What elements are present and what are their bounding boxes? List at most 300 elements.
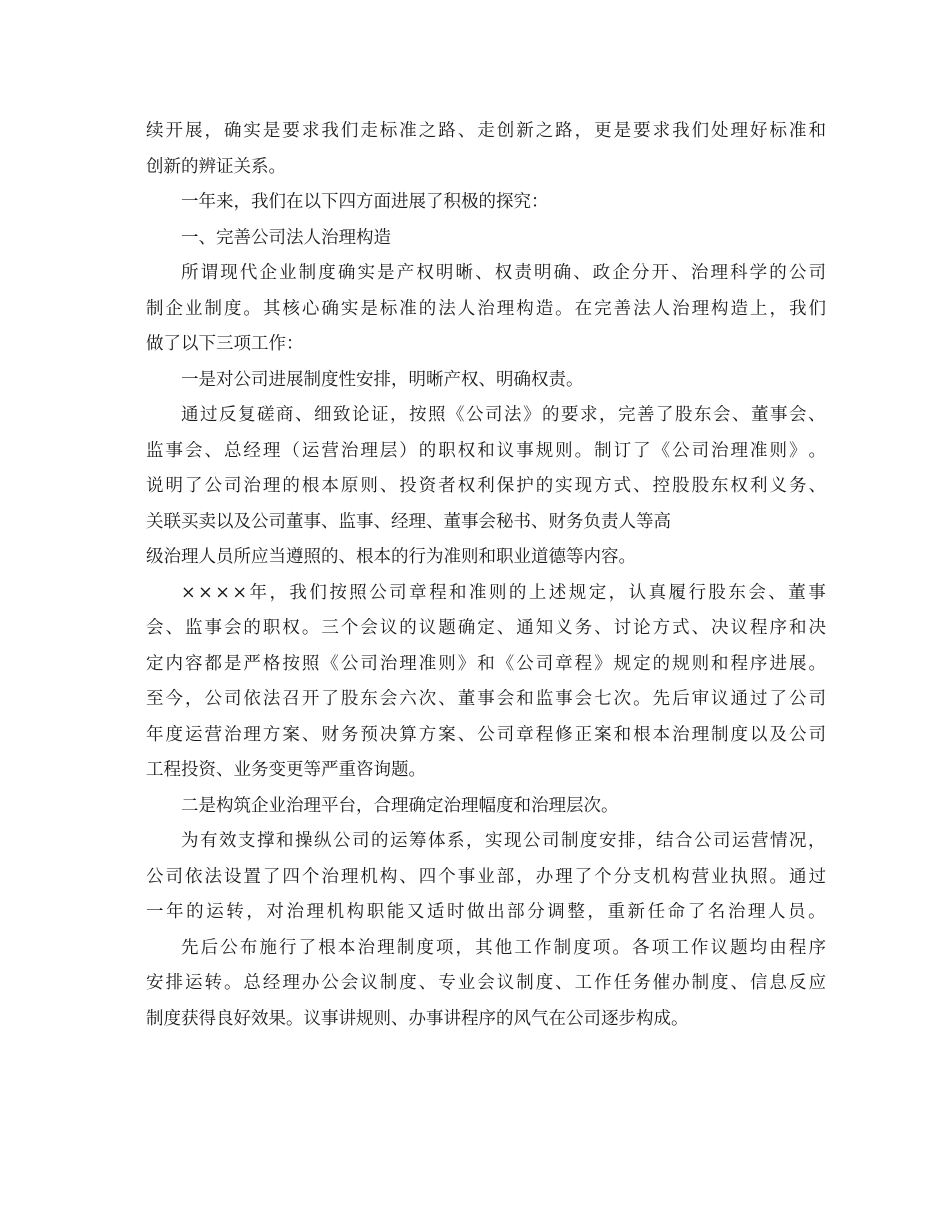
text-char: 、 <box>573 263 591 283</box>
text-char: 现 <box>220 263 238 283</box>
text-char: 程 <box>788 937 807 958</box>
text-char: 度 <box>711 973 729 993</box>
text-line-content: 做了以下三项工作： <box>146 334 304 354</box>
text-char: 司 <box>389 582 407 603</box>
text-char: 善 <box>613 298 632 319</box>
text-char: 权 <box>282 618 300 638</box>
text-char: 上 <box>528 582 547 603</box>
text-char: 实 <box>243 121 261 141</box>
text-char: 之 <box>535 121 554 141</box>
text-char: 了 <box>298 937 317 958</box>
text-line <box>146 327 826 363</box>
text-char: 续 <box>146 121 164 141</box>
text-char: 护 <box>516 476 534 496</box>
text-char: 企 <box>165 298 183 319</box>
text-line <box>146 185 826 221</box>
text-char: 人 <box>652 298 671 319</box>
text-char: 撑 <box>257 831 275 851</box>
text-line <box>146 256 826 292</box>
text-char: 明 <box>165 476 183 496</box>
text-char: 理 <box>399 653 417 674</box>
text-char: 理 <box>555 866 573 887</box>
text-char: 章 <box>516 724 534 745</box>
text-char: 公 <box>516 653 534 674</box>
text-char: 职 <box>262 618 281 638</box>
text-char: 运 <box>206 902 224 922</box>
text-char: 、 <box>730 973 749 993</box>
text-char: 实 <box>555 476 573 496</box>
text-char: 了 <box>574 866 593 887</box>
text-char: 公 <box>788 724 807 745</box>
text-char: 理 <box>691 298 710 319</box>
text-char: 四 <box>282 866 300 887</box>
text-char: ， <box>184 689 203 709</box>
text-char: 按 <box>329 582 347 603</box>
text-char: ， <box>466 831 484 851</box>
text-char: 现 <box>574 476 593 496</box>
text-char: 的 <box>418 298 437 319</box>
text-char: 认 <box>628 582 647 603</box>
text-char: 法 <box>633 298 651 319</box>
text-char: 理 <box>730 121 749 141</box>
text-char: 实 <box>485 831 503 851</box>
text-char: 股 <box>340 689 359 709</box>
text-char: 治 <box>357 937 375 958</box>
text-char: 行 <box>688 582 706 603</box>
text-char: 会 <box>379 689 398 709</box>
text-line-content: 工程投资、业务变更等严重咨询题。 <box>146 760 426 780</box>
text-char: 则 <box>691 653 710 674</box>
text-line <box>146 292 826 328</box>
text-char: ） <box>399 440 417 461</box>
text-char: 治 <box>477 298 495 319</box>
text-char: 利 <box>750 476 768 496</box>
text-char: 说 <box>146 476 164 496</box>
text-char: 专 <box>438 973 456 993</box>
text-char: 事 <box>555 689 573 709</box>
text-char: 构 <box>711 298 729 319</box>
text-char: 东 <box>360 689 378 709</box>
text-char: 、 <box>633 476 651 496</box>
text-char: 公 <box>523 831 541 851</box>
text-char: 构 <box>516 298 534 319</box>
text-char: 作 <box>594 973 612 993</box>
text-char: 的 <box>535 476 554 496</box>
text-char: 。 <box>769 866 787 887</box>
text-char: 过 <box>808 866 826 887</box>
text-char: 以 <box>750 724 768 745</box>
text-char: 会 <box>360 618 378 638</box>
text-char: × <box>198 582 213 603</box>
text-char: 标 <box>379 121 398 141</box>
text-char: 公 <box>146 866 164 887</box>
text-char: 治 <box>286 902 304 922</box>
text-char: 讨 <box>613 618 632 638</box>
text-char: 则 <box>488 582 507 603</box>
text-char: 司 <box>808 263 826 283</box>
text-char: 义 <box>555 618 573 638</box>
text-char: 题 <box>730 937 748 958</box>
text-line <box>146 789 826 825</box>
text-line <box>146 611 826 647</box>
text-line <box>146 363 826 399</box>
text-char: 新 <box>516 121 534 141</box>
text-char: 确 <box>457 618 476 638</box>
text-line-content: 一是对公司进展制度性安排，明晰产权、明确权责。 <box>181 369 584 390</box>
text-char: 。 <box>243 298 261 319</box>
text-char: 事 <box>477 689 495 709</box>
text-char: 准 <box>418 653 437 674</box>
text-line-content: 一年来，我们在以下四方面进展了积极的探究： <box>181 192 549 212</box>
text-char: 总 <box>243 973 261 993</box>
text-char: 理 <box>243 724 261 745</box>
text-char: （ <box>282 440 300 461</box>
text-char: 体 <box>428 831 446 851</box>
text-char: 决 <box>808 618 826 638</box>
text-line-content: 级治理人员所应当遵照的、根本的行为准则和职业道德等内容。 <box>146 547 636 567</box>
text-char: 则 <box>438 653 456 674</box>
text-char: 磋 <box>257 405 275 425</box>
text-char: 法 <box>262 689 281 709</box>
text-char: 息 <box>769 973 787 993</box>
text-char: 权 <box>494 263 513 283</box>
text-char: 照 <box>349 582 367 603</box>
text-char: 程 <box>750 618 768 638</box>
text-char: 现 <box>504 831 522 851</box>
text-char: 都 <box>204 653 222 674</box>
text-char: 。 <box>223 973 242 993</box>
text-char: 新 <box>627 902 645 922</box>
text-char: 资 <box>418 476 437 496</box>
text-char: 制 <box>396 937 415 958</box>
text-char: 司 <box>542 831 560 851</box>
text-char: 、 <box>808 405 826 425</box>
text-char: 东 <box>694 405 712 425</box>
text-line <box>146 398 826 434</box>
text-char: 度 <box>580 831 598 851</box>
text-char: 是 <box>223 653 242 674</box>
text-char: 通 <box>730 689 749 709</box>
text-char: 我 <box>788 298 807 319</box>
text-char: 程 <box>730 653 749 674</box>
text-char: 整 <box>567 902 585 922</box>
text-char: 理 <box>262 440 281 461</box>
text-char: 机 <box>652 866 671 887</box>
text-char: 。 <box>612 937 630 958</box>
text-char: 反 <box>788 973 807 993</box>
text-char: 的 <box>508 582 527 603</box>
text-char: 公 <box>466 405 484 425</box>
text-line-content: 创新的辨证关系。 <box>146 156 286 177</box>
text-char: 总 <box>223 440 242 461</box>
text-char: 的 <box>243 618 261 638</box>
text-char: 程 <box>535 724 554 745</box>
text-char: 有 <box>200 831 218 851</box>
text-char: 名 <box>707 902 726 922</box>
text-char: 由 <box>769 937 787 958</box>
text-char: 转 <box>204 973 222 993</box>
text-char: × <box>232 582 248 603</box>
text-char: 要 <box>561 405 579 425</box>
text-char: 。 <box>574 440 593 461</box>
text-char: 业 <box>184 298 203 319</box>
text-char: 则 <box>769 440 787 461</box>
text-char: 命 <box>667 902 686 922</box>
text-char: 准 <box>399 298 417 319</box>
text-char: 公 <box>477 724 495 745</box>
text-char: 至 <box>146 689 164 709</box>
text-char: 我 <box>672 121 690 141</box>
text-char: 产 <box>396 263 415 283</box>
text-char: 要 <box>282 121 300 141</box>
text-char: 信 <box>750 973 768 993</box>
text-line <box>146 576 826 612</box>
text-char: 构 <box>379 866 398 887</box>
text-char: 适 <box>426 902 445 922</box>
text-char: 况 <box>789 831 807 851</box>
text-char: 股 <box>708 582 726 603</box>
text-char: 们 <box>808 298 826 319</box>
text-char: 做 <box>467 902 485 922</box>
text-char: 制 <box>553 937 572 958</box>
text-char: ， <box>608 582 627 603</box>
text-char: 确 <box>321 298 339 319</box>
text-char: 应 <box>808 973 826 993</box>
text-char: 们 <box>691 121 710 141</box>
text-char: 、 <box>594 618 612 638</box>
text-char: 、 <box>457 724 476 745</box>
text-char: 权 <box>730 476 749 496</box>
text-char: 依 <box>184 866 203 887</box>
text-char: 商 <box>276 405 294 425</box>
text-char: 催 <box>652 973 671 993</box>
text-char: 机 <box>326 902 345 922</box>
text-char: 明 <box>435 263 454 283</box>
text-char: 和 <box>477 653 495 674</box>
text-char: 理 <box>747 902 766 922</box>
text-char: 照 <box>301 653 320 674</box>
text-char: 操 <box>295 831 313 851</box>
text-char: 公 <box>788 263 807 283</box>
text-char: 确 <box>337 263 356 283</box>
text-char: 司 <box>223 689 242 709</box>
text-char: 治 <box>223 724 242 745</box>
text-char: 完 <box>594 298 612 319</box>
text-char: 度 <box>573 937 591 958</box>
text-char: 重 <box>607 902 625 922</box>
text-char: 会 <box>223 618 242 638</box>
text-char: 、 <box>671 263 689 283</box>
text-char: 法 <box>204 866 222 887</box>
text-char: 开 <box>651 263 670 283</box>
text-char: 方 <box>652 618 671 638</box>
text-char: 业 <box>457 973 476 993</box>
text-char: 分 <box>632 263 650 283</box>
text-char: 规 <box>613 653 632 674</box>
text-char: 合 <box>675 831 693 851</box>
text-char: 通 <box>181 405 199 425</box>
text-char: 均 <box>749 937 768 958</box>
text-char: 定 <box>146 653 164 674</box>
text-char: 司 <box>808 724 826 745</box>
text-char: 《 <box>447 405 465 425</box>
text-char: ， <box>516 866 534 887</box>
text-char: 会 <box>184 440 203 461</box>
text-char: 分 <box>613 866 632 887</box>
text-line <box>146 505 826 541</box>
text-char: 学 <box>749 263 768 283</box>
text-char: 治 <box>340 440 359 461</box>
text-char: ， <box>455 937 474 958</box>
text-char: 治 <box>243 476 261 496</box>
text-char: 走 <box>477 121 495 141</box>
text-char: 照 <box>428 405 446 425</box>
text-char: 制 <box>379 973 398 993</box>
text-char: 权 <box>457 476 476 496</box>
text-char: 司 <box>535 653 554 674</box>
text-char: 转 <box>226 902 244 922</box>
text-char: 和 <box>711 653 729 674</box>
text-char: 治 <box>727 902 746 922</box>
text-char: 权 <box>416 263 434 283</box>
text-char: 处 <box>711 121 729 141</box>
text-char: 企 <box>612 263 630 283</box>
text-char: 制 <box>204 298 222 319</box>
text-char: 议 <box>710 937 728 958</box>
text-char: 后 <box>672 689 690 709</box>
text-char: 一 <box>146 902 164 922</box>
text-char: 员 <box>788 902 806 922</box>
text-char: 的 <box>542 405 560 425</box>
text-char: 时 <box>446 902 465 922</box>
text-char: 定 <box>633 653 651 674</box>
text-char: 务 <box>340 724 359 745</box>
text-char: 科 <box>730 263 748 283</box>
text-char: 了 <box>687 902 706 922</box>
text-char: 制 <box>594 440 612 461</box>
text-char: 造 <box>535 298 554 319</box>
text-char: 制 <box>298 263 317 283</box>
text-char: 、 <box>457 121 476 141</box>
text-char: 理 <box>710 263 728 283</box>
text-char: 理 <box>377 937 395 958</box>
text-line <box>146 434 826 470</box>
text-char: 职 <box>438 440 456 461</box>
text-char: ， <box>204 121 222 141</box>
text-char: 及 <box>769 724 787 745</box>
text-char: 确 <box>223 121 242 141</box>
text-char: 、 <box>295 405 313 425</box>
text-char: 了 <box>633 440 651 461</box>
text-char: 议 <box>418 618 437 638</box>
text-char: ， <box>574 121 593 141</box>
text-char: 在 <box>574 298 593 319</box>
text-char: 办 <box>672 973 690 993</box>
text-char: 。 <box>555 298 573 319</box>
text-char: 反 <box>219 405 237 425</box>
text-char: 工 <box>671 937 689 958</box>
text-char: 运 <box>301 440 320 461</box>
text-char: 》 <box>457 653 476 674</box>
text-char: 情 <box>770 831 788 851</box>
text-char: 度 <box>318 263 336 283</box>
text-char: 度 <box>165 724 183 745</box>
text-char: 和 <box>516 689 534 709</box>
text-char: 置 <box>243 866 261 887</box>
text-char: 订 <box>613 440 632 461</box>
text-char: 对 <box>266 902 284 922</box>
text-char: 业 <box>279 263 297 283</box>
text-char: 结 <box>656 831 674 851</box>
text-char: 次 <box>418 689 437 709</box>
text-char: 的 <box>418 440 437 461</box>
text-char: 修 <box>555 724 573 745</box>
text-char: 方 <box>418 724 437 745</box>
text-line <box>146 824 826 860</box>
text-char: 规 <box>672 653 690 674</box>
text-char: 论 <box>633 618 651 638</box>
text-char: 和 <box>276 831 294 851</box>
text-char: 正 <box>574 724 593 745</box>
text-char: 真 <box>648 582 667 603</box>
text-char: 照 <box>750 866 768 887</box>
text-char: 序 <box>808 937 826 958</box>
text-char: 明 <box>533 263 552 283</box>
text-char: 晰 <box>455 263 474 283</box>
text-char: 公 <box>672 440 690 461</box>
text-char: 上 <box>750 298 768 319</box>
text-char: 程 <box>429 582 447 603</box>
text-char: 本 <box>321 476 339 496</box>
text-line <box>146 682 826 718</box>
text-char: 标 <box>769 121 787 141</box>
text-char: 。 <box>808 902 826 922</box>
text-char: 理 <box>360 440 378 461</box>
text-char: 章 <box>555 653 573 674</box>
text-char: 。 <box>301 618 320 638</box>
text-char: 作 <box>690 937 709 958</box>
text-char: 、 <box>475 263 493 283</box>
text-char: 实 <box>357 263 375 283</box>
text-char: 复 <box>238 405 256 425</box>
text-char: 办 <box>535 866 554 887</box>
text-char: 》 <box>523 405 541 425</box>
text-char: 和 <box>808 121 826 141</box>
text-char: 议 <box>730 618 749 638</box>
text-char: 和 <box>449 582 467 603</box>
text-char: 能 <box>386 902 405 922</box>
text-char: 谓 <box>200 263 219 283</box>
text-char: 营 <box>691 866 710 887</box>
text-char: 题 <box>438 618 456 638</box>
text-char: 司 <box>165 866 183 887</box>
text-char: 准 <box>468 582 487 603</box>
text-char: 职 <box>366 902 385 922</box>
text-char: 董 <box>751 405 769 425</box>
text-char: 致 <box>333 405 351 425</box>
text-char: 治 <box>711 440 729 461</box>
text-char: 年 <box>166 902 184 922</box>
text-char: 制 <box>691 973 710 993</box>
text-line <box>146 114 826 150</box>
text-char: 的 <box>186 902 204 922</box>
text-char: 治 <box>672 724 690 745</box>
text-char: 治 <box>321 866 339 887</box>
text-char: 定 <box>477 618 495 638</box>
text-char: 公 <box>788 689 807 709</box>
text-char: 、 <box>438 689 456 709</box>
text-char: 、 <box>732 405 750 425</box>
